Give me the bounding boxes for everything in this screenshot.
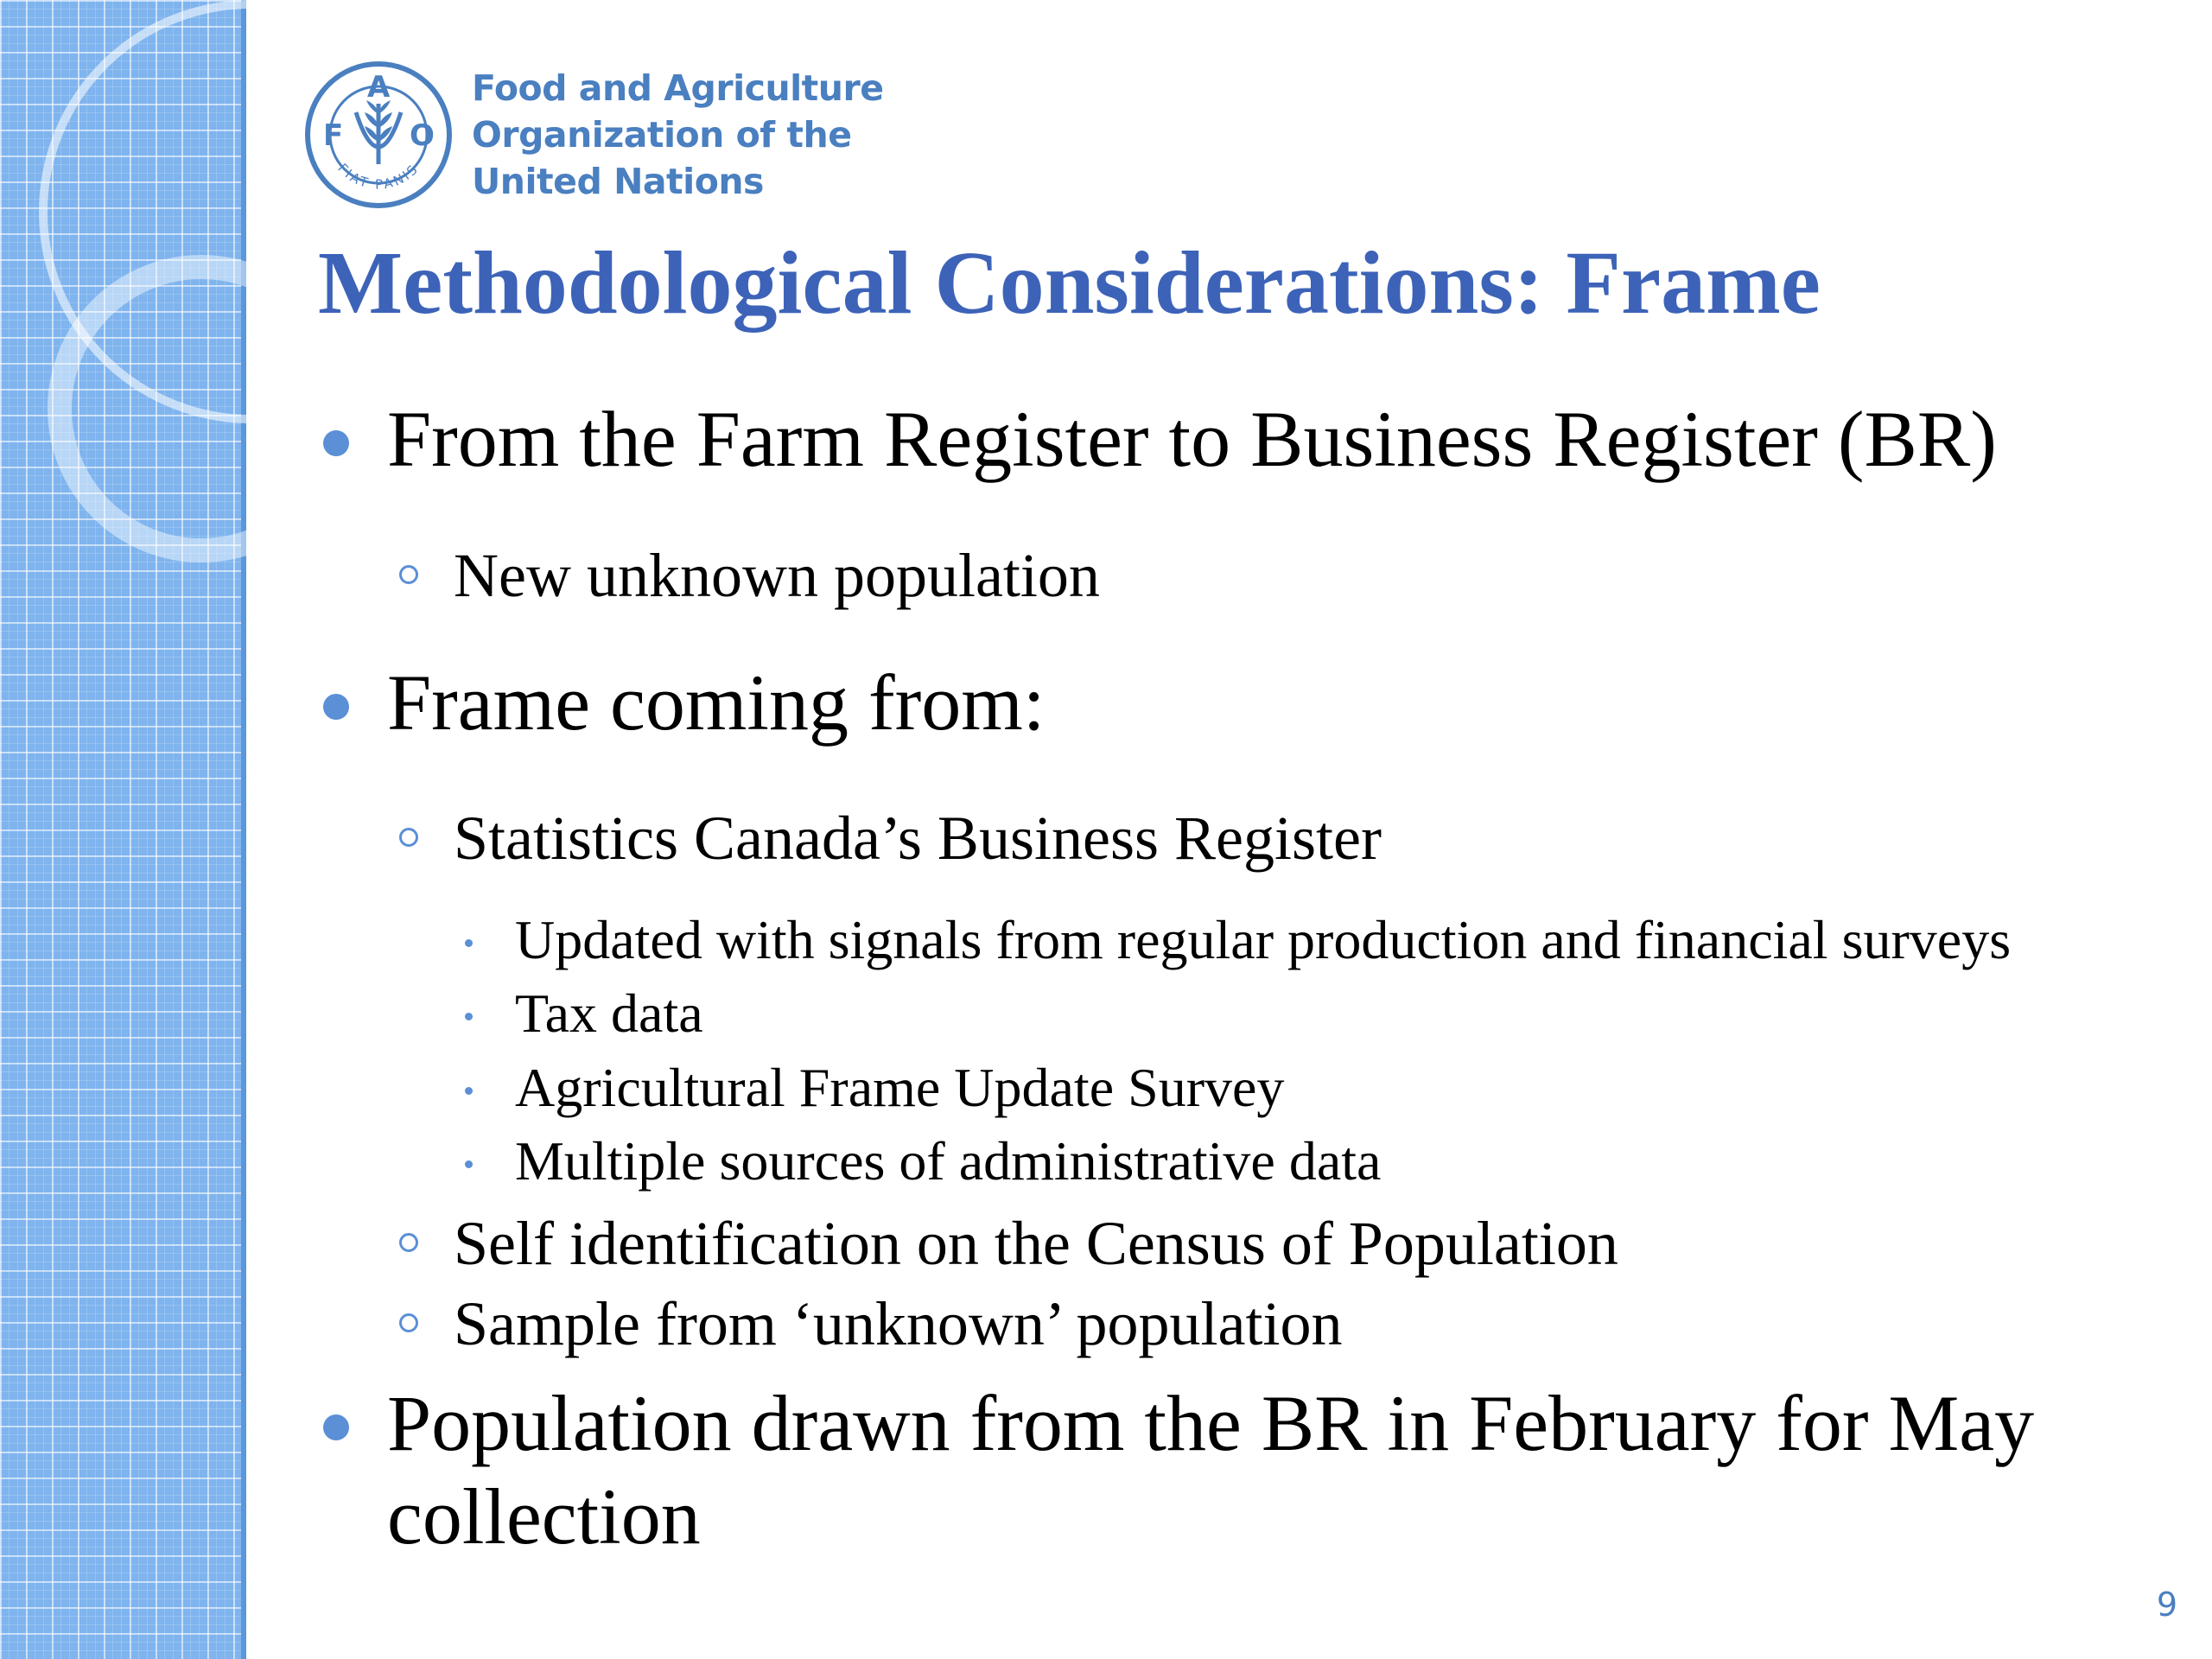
sub-sub-bullet-dot-icon	[465, 1087, 473, 1095]
sub-sub-bullet-dot-icon	[465, 939, 473, 947]
organization-name-line: Organization of the	[472, 114, 852, 156]
svg-text:FIAT PANIS	[334, 161, 422, 193]
sub-sub-bullet-item: Updated with signals from regular production and financial surveys	[515, 909, 2012, 970]
sub-bullet-circle-icon	[399, 565, 418, 584]
decorative-rings	[0, 0, 246, 1659]
organization-name-line: United Nations	[472, 161, 764, 202]
bullet-dot-icon	[323, 430, 349, 456]
sub-bullet-item: Sample from ‘unknown’ population	[454, 1289, 1343, 1358]
organization-name	[472, 65, 884, 205]
sub-sub-bullet-item: Multiple sources of administrative data	[515, 1130, 1382, 1192]
bullet-item-line: collection	[387, 1472, 701, 1560]
decorative-ring-small	[48, 255, 246, 563]
emblem-letter-a: A	[367, 70, 391, 105]
sub-bullet-circle-icon	[399, 1313, 418, 1332]
sub-bullet-item: New unknown population	[454, 541, 1100, 610]
sub-bullet-item: Self identification on the Census of Population	[454, 1209, 1618, 1278]
emblem-letter-f: F	[323, 118, 344, 153]
bullet-item: Frame coming from:	[387, 658, 1046, 747]
sub-bullet-circle-icon	[399, 828, 418, 847]
bullet-item: From the Farm Register to Business Register (BR)	[387, 395, 1997, 483]
page-number: 9	[2156, 1586, 2177, 1624]
emblem-motto: FIAT PANIS	[334, 160, 423, 193]
slide-title: Methodological Considerations: Frame	[318, 233, 1821, 333]
sub-sub-bullet-item: Tax data	[515, 982, 703, 1044]
bullet-item-line: Population drawn from the BR in February for May	[387, 1379, 2035, 1467]
fao-logo	[304, 60, 884, 209]
decorative-ring-large	[39, 0, 246, 423]
sub-bullet-item: Statistics Canada’s Business Register	[454, 804, 1382, 873]
sub-sub-bullet-dot-icon	[465, 1160, 473, 1168]
bullet-dot-icon	[323, 694, 349, 720]
organization-name-line: Food and Agriculture	[472, 67, 884, 109]
sub-sub-bullet-dot-icon	[465, 1013, 473, 1020]
sub-bullet-circle-icon	[399, 1233, 418, 1252]
emblem-letter-o: O	[410, 118, 435, 153]
sub-sub-bullet-item: Agricultural Frame Update Survey	[515, 1057, 1285, 1118]
bullet-dot-icon	[323, 1414, 349, 1440]
fao-emblem-icon	[304, 60, 453, 209]
